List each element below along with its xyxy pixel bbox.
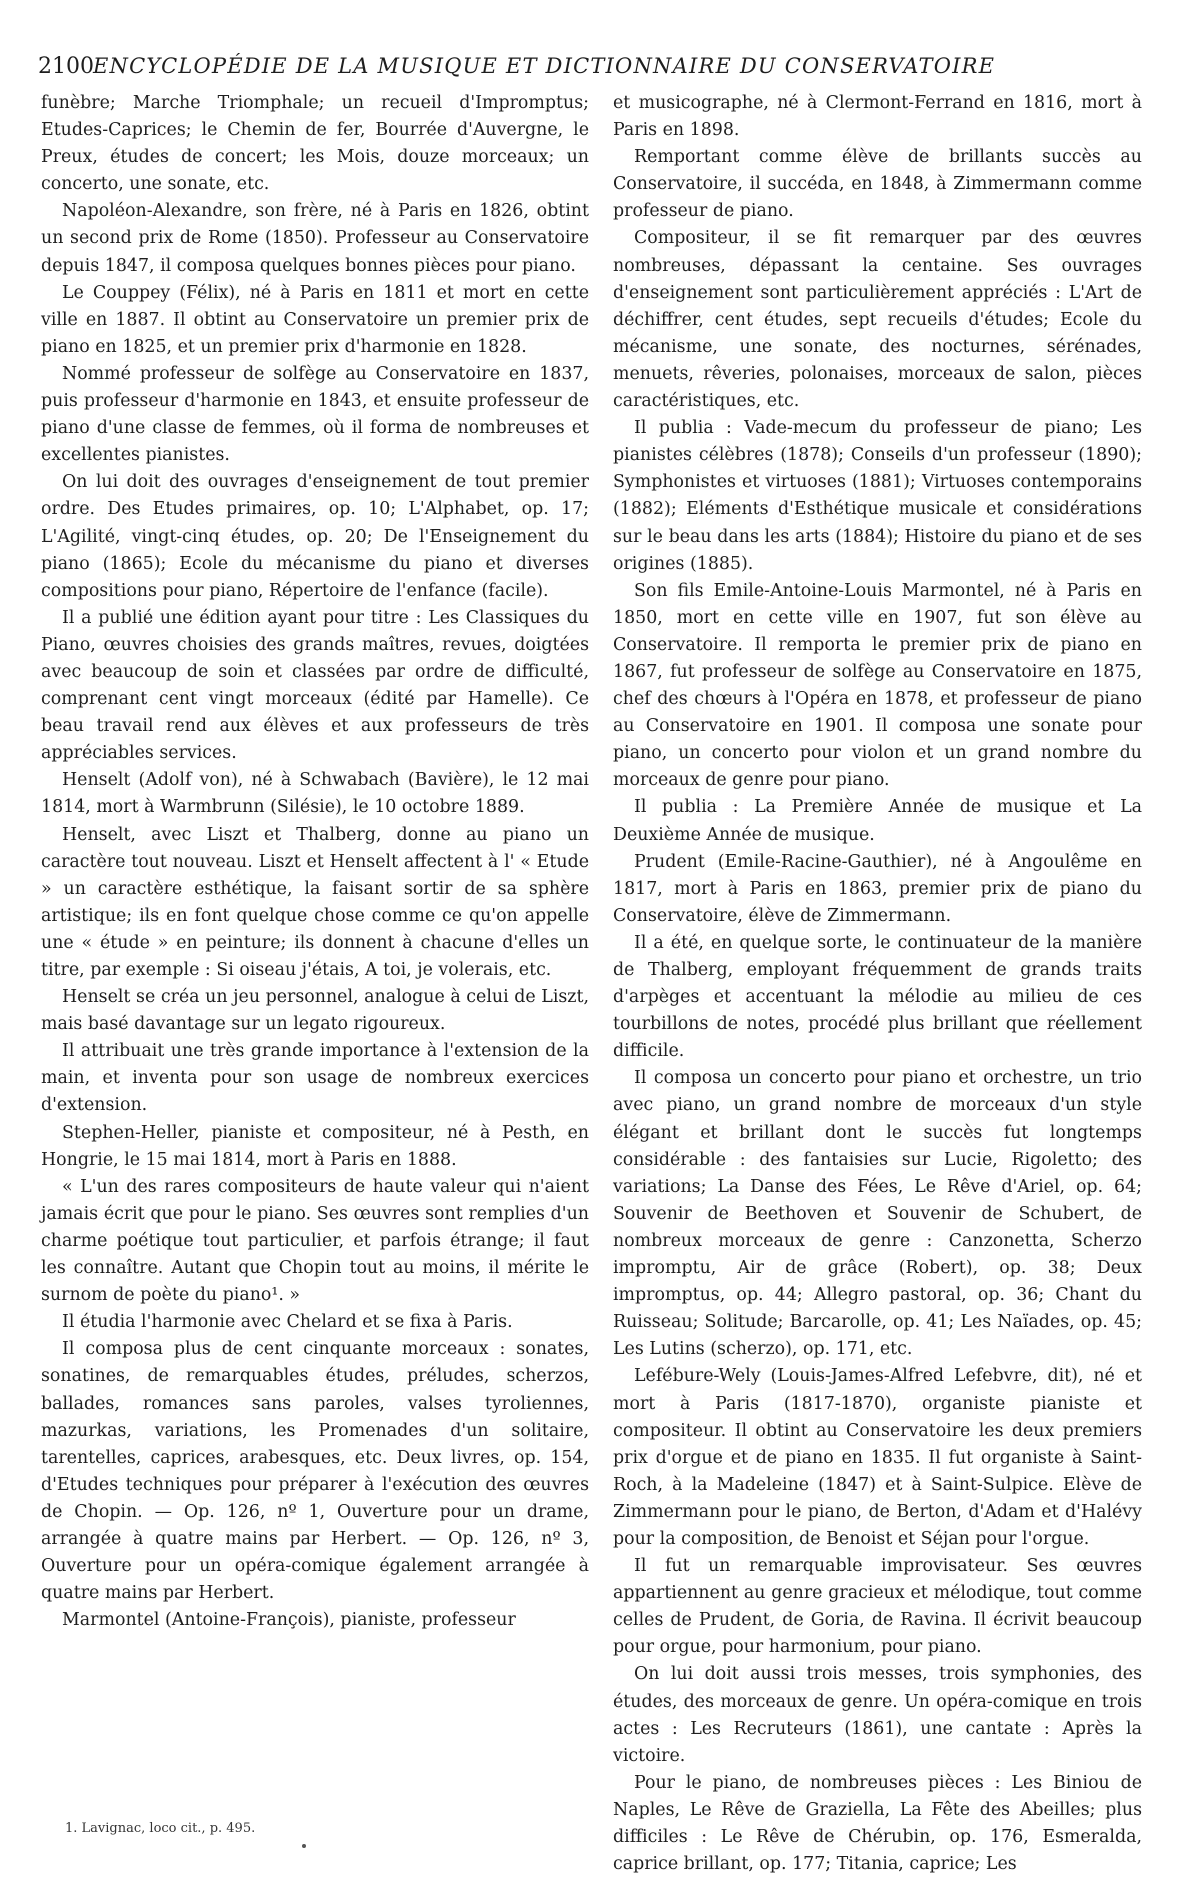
- footnote: 1. Lavignac, loco cit., p. 495.: [65, 1821, 256, 1836]
- paragraph: Henselt se créa un jeu personnel, analogue à celui de Liszt, mais basé davantage sur un legato rigoureux.: [41, 987, 589, 1035]
- paragraph: « L'un des rares compositeurs de haute valeur qui n'aient jamais écrit que pour le piano. Ses œuvres sont remplies d'un charme poétique tout particulier, et parfois étrange; il faut les connaître. Autant que Chopin tout au moins, il mérite le surnom de poète du piano¹. »: [41, 1176, 589, 1306]
- paragraph: funèbre; Marche Triomphale; un recueil d'Impromptus; Etudes-Caprices; le Chemin de fer, Bourrée d'Auvergne, le Preux, études de concert; les Mois, douze morceaux; un concerto, une sonate, etc.: [41, 93, 589, 195]
- paragraph: Nommé professeur de solfège au Conservatoire en 1837, puis professeur d'harmonie en 1843, et ensuite professeur de piano d'une classe de femmes, où il forma de nombreuses et excellentes pianistes.: [41, 363, 589, 466]
- running-title: ENCYCLOPÉDIE DE LA MUSIQUE ET DICTIONNAIRE DU CONSERVATOIRE: [93, 54, 996, 78]
- paragraph: Remportant comme élève de brillants succès au Conservatoire, il succéda, en 1848, à Zimmermann comme professeur de piano.: [613, 147, 1142, 222]
- paragraph: Marmontel (Antoine-François), pianiste, professeur: [62, 1610, 516, 1631]
- page-number: 2100: [38, 54, 94, 79]
- paragraph: Henselt (Adolf von), né à Schwabach (Bavière), le 12 mai 1814, mort à Warmbrunn (Silésie), le 10 octobre 1889.: [41, 770, 589, 818]
- paragraph: Il attribuait une très grande importance à l'extension de la main, et inventa pour son usage de nombreux exercices d'extension.: [41, 1041, 589, 1116]
- paragraph: Il a publié une édition ayant pour titre : Les Classiques du Piano, œuvres choisies des grands maîtres, revues, doigtées avec beaucoup de soin et classées par ordre de difficulté, comprenant cent vingt morceaux (édité par Hamelle). Ce beau travail rend aux élèves et aux professeurs de très appréciables services.: [41, 607, 589, 764]
- page-header: [38, 52, 1148, 81]
- paragraph: Il a été, en quelque sorte, le continuateur de la manière de Thalberg, employant fréquemment de grands traits d'arpèges et accentuant la mélodie au milieu de ces tourbillons de notes, procédé plus brillant que réellement difficile.: [613, 932, 1142, 1062]
- paragraph: Lefébure-Wely (Louis-James-Alfred Lefebvre, dit), né et mort à Paris (1817-1870), organiste pianiste et compositeur. Il obtint au Conservatoire les deux premiers prix d'orgue et de piano en 1835. Il fut organiste à Saint-Roch, à la Madeleine (1847) et à Saint-Sulpice. Elève de Zimmermann pour le piano, de Berton, d'Adam et d'Halévy pour la composition, de Benoist et Séjan pour l'orgue.: [613, 1366, 1142, 1549]
- paragraph: On lui doit des ouvrages d'enseignement de tout premier ordre. Des Etudes primaires, op. 10; L'Alphabet, op. 17; L'Agilité, vingt-cinq études, op. 20; De l'Enseignement du piano (1865); Ecole du mécanisme du piano et diverses compositions pour piano, Répertoire de l'enfance (facile).: [41, 472, 589, 601]
- paragraph: Compositeur, il se fit remarquer par des œuvres nombreuses, dépassant la centaine. Ses ouvrages d'enseignement sont particulièrement appréciés : L'Art de déchiffrer, cent études, sept recueils d'études; Ecole du mécanisme, une sonate, des nocturnes, sérénades, menuets, rêveries, polonaises, morceaux de salon, pièces caractéristiques, etc.: [613, 228, 1142, 412]
- paragraph: Il publia : La Première Année de musique et La Deuxième Année de musique.: [613, 797, 1142, 845]
- paragraph: Il publia : Vade-mecum du professeur de piano; Les pianistes célèbres (1878); Conseils d'un professeur (1890); Symphonistes et virtuoses (1881); Virtuoses contemporains (1882); Eléments d'Esthétique musicale et considérations sur le beau dans les arts (1884); Histoire du piano et de ses origines (1885).: [613, 418, 1142, 574]
- paragraph: Le Couppey (Félix), né à Paris en 1811 et mort en cette ville en 1887. Il obtint au Conservatoire un premier prix de piano en 1825, et un premier prix d'harmonie en 1828.: [41, 282, 589, 357]
- paragraph: Il fut un remarquable improvisateur. Ses œuvres appartiennent au genre gracieux et mélodique, tout comme celles de Prudent, de Goria, de Ravina. Il écrivit beaucoup pour orgue, pour harmonium, pour piano.: [613, 1556, 1142, 1658]
- paragraph: On lui doit aussi trois messes, trois symphonies, des études, des morceaux de genre. Un opéra-comique en trois actes : Les Recruteurs (1861), une cantate : Après la victoire.: [613, 1664, 1142, 1766]
- paragraph: Stephen-Heller, pianiste et compositeur, né à Pesth, en Hongrie, le 15 mai 1814, mort à Paris en 1888.: [41, 1122, 589, 1170]
- paragraph: Napoléon-Alexandre, son frère, né à Paris en 1826, obtint un second prix de Rome (1850). Professeur au Conservatoire depuis 1847, il composa quelques bonnes pièces pour piano.: [41, 201, 589, 276]
- left-column: [41, 90, 589, 1634]
- paragraph: Il étudia l'harmonie avec Chelard et se fixa à Paris.: [62, 1312, 513, 1333]
- paragraph: Il composa plus de cent cinquante morceaux : sonates, sonatines, de remarquables études, préludes, scherzos, ballades, romances sans paroles, valses tyroliennes, mazurkas, variations, les Promenades d'un solitaire, tarentelles, caprices, arabesques, etc. Deux livres, op. 154, d'Etudes techniques pour préparer à l'exécution des œuvres de Chopin. — Op. 126, nº 1, Ouverture pour un drame, arrangée à quatre mains par Herbert. — Op. 126, nº 3, Ouverture pour un opéra-comique également arrangée à quatre mains par Herbert.: [41, 1339, 589, 1604]
- page-dot: [302, 1844, 306, 1848]
- paragraph: Pour le piano, de nombreuses pièces : Les Biniou de Naples, Le Rêve de Graziella, La Fête des Abeilles; plus difficiles : Le Rêve de Chérubin, op. 176, Esmeralda, caprice brillant, op. 177; Titania, caprice; Les: [613, 1772, 1142, 1875]
- paragraph: Prudent (Emile-Racine-Gauthier), né à Angoulême en 1817, mort à Paris en 1863, premier prix de piano du Conservatoire, élève de Zimmermann.: [613, 851, 1142, 926]
- paragraph: Son fils Emile-Antoine-Louis Marmontel, né à Paris en 1850, mort en cette ville en 1907, fut son élève au Conservatoire. Il remporta le premier prix de piano en 1867, fut professeur de solfège au Conservatoire en 1875, chef des chœurs à l'Opéra en 1878, et professeur de piano au Conservatoire en 1901. Il composa une sonate pour piano, un concerto pour violon et un grand nombre du morceaux de genre pour piano.: [613, 580, 1142, 791]
- right-column: [613, 90, 1142, 1878]
- paragraph: Il composa un concerto pour piano et orchestre, un trio avec piano, un grand nombre de morceaux d'un style élégant et brillant dont le succès fut longtemps considérable : des fantaisies sur Lucie, Rigoletto; des variations; La Danse des Fées, Le Rêve d'Ariel, op. 64; Souvenir de Beethoven et Souvenir de Schubert, de nombreux morceaux de genre : Canzonetta, Scherzo impromptu, Air de grâce (Robert), op. 38; Deux impromptus, op. 44; Allegro pastoral, op. 36; Chant du Ruisseau; Solitude; Barcarolle, op. 41; Les Naïades, op. 45; Les Lutins (scherzo), op. 171, etc.: [613, 1068, 1142, 1360]
- paragraph: et musicographe, né à Clermont-Ferrand en 1816, mort à Paris en 1898.: [613, 93, 1142, 141]
- paragraph: Henselt, avec Liszt et Thalberg, donne au piano un caractère tout nouveau. Liszt et Henselt affectent à l' « Etude » un caractère esthétique, la faisant sortir de sa sphère artistique; ils en font quelque chose comme ce qu'on appelle une « étude » en peinture; ils donnent à chacune d'elles un titre, par exemple : Si oiseau j'étais, A toi, je volerais, etc.: [41, 824, 589, 980]
